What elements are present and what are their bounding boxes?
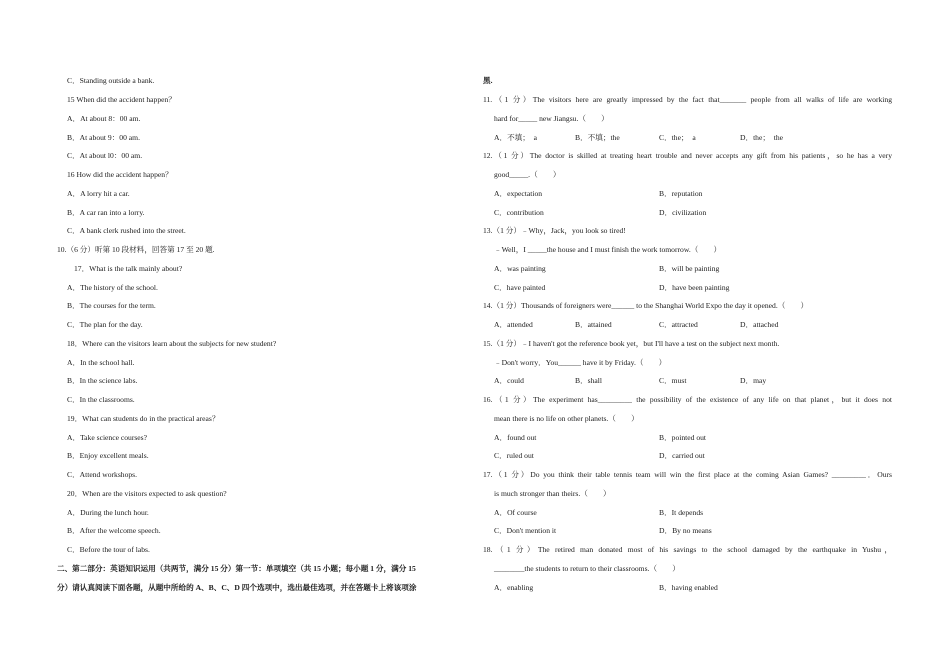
option-b: B．will be painting xyxy=(659,264,720,273)
option-a: A．Of course xyxy=(494,508,537,517)
question-stem: 17.（1 分）Do you think their table tennis team will win the first place at the coming Asian Games? _________．Ours xyxy=(483,470,892,479)
option-c: C．have painted xyxy=(494,283,546,292)
option-b: B．不填；the xyxy=(575,133,620,142)
option-line: A．In the school hall. xyxy=(67,358,135,367)
carry-over-text: 黑. xyxy=(483,76,493,85)
option-line: B．A car ran into a lorry. xyxy=(67,208,145,217)
option-line: A．Take science courses? xyxy=(67,433,148,442)
option-line: B．At about 9：00 am. xyxy=(67,133,140,142)
option-line: C．The plan for the day. xyxy=(67,320,143,329)
option-d: D．may xyxy=(740,376,767,385)
option-d: D．have been painting xyxy=(659,283,730,292)
question-stem: ﹣Don't worry．You______ have it by Friday.（ ） xyxy=(494,358,667,367)
option-line: C．A bank clerk rushed into the street. xyxy=(67,226,186,235)
question-stem: is much stronger than theirs.（ ） xyxy=(494,489,611,498)
question-stem: ________the students to return to their classrooms.（ ） xyxy=(494,564,680,573)
option-d: D．carried out xyxy=(659,451,705,460)
option-line: C．Standing outside a bank. xyxy=(67,76,155,85)
option-b: B．pointed out xyxy=(659,433,707,442)
part-heading: 分）请认真阅读下面各题，从题中所给的 A、B、C、D 四个选项中，选出最佳选项，并在答题卡上将该项涂 xyxy=(57,583,417,592)
question-line: 17．What is the talk mainly about? xyxy=(74,264,183,273)
option-b: B．having enabled xyxy=(659,583,718,592)
question-line: 19．What can students do in the practical areas？ xyxy=(67,414,220,423)
option-c: C．must xyxy=(659,376,687,385)
option-line: C．Before the tour of labs. xyxy=(67,545,150,554)
option-d: D．the； the xyxy=(740,133,784,142)
option-line: C．At about l0：00 am. xyxy=(67,151,143,160)
question-stem: good_____.（ ） xyxy=(494,170,561,179)
option-line: B．In the science labs. xyxy=(67,376,138,385)
part-heading: 二、第二部分：英语知识运用（共两节，满分 15 分）第一节：单项填空（共 15 小题；每小题 1 分，满分 15 xyxy=(57,564,416,573)
question-stem: hard for_____ new Jiangsu.（ ） xyxy=(494,114,609,123)
question-stem: 14.（1 分）Thousands of foreigners were______ to the Shanghai World Expo the day it opened.（ ） xyxy=(483,301,809,310)
option-line: A．At about 8：00 am. xyxy=(67,114,141,123)
question-stem: 16.（1 分）The experiment has_________ the possibility of the existence of any life on that planet，but it does not xyxy=(483,395,892,404)
option-d: D．By no means xyxy=(659,526,712,535)
option-line: C．In the classrooms. xyxy=(67,395,135,404)
option-a: A．不填； a xyxy=(494,133,538,142)
question-stem: 13.（1 分）﹣Why，Jack，you look so tired! xyxy=(483,226,626,235)
option-c: C．the； a xyxy=(659,133,696,142)
option-b: B．It depends xyxy=(659,508,704,517)
option-line: A．During the lunch hour. xyxy=(67,508,149,517)
option-c: C．contribution xyxy=(494,208,544,217)
question-stem: mean there is no life on other planets.（ ） xyxy=(494,414,639,423)
question-line: 18．Where can the visitors learn about the subjects for new student? xyxy=(67,339,277,348)
question-stem: 15.（1 分）﹣I haven't got the reference book yet，but I'll have a test on the subject next month. xyxy=(483,339,780,348)
option-line: B．The courses for the term. xyxy=(67,301,156,310)
option-d: D．attached xyxy=(740,320,779,329)
question-line: 16 How did the accident happen？ xyxy=(67,170,173,179)
option-line: A．A lorry hit a car. xyxy=(67,189,130,198)
option-line: C．Attend workshops. xyxy=(67,470,138,479)
option-d: D．civilization xyxy=(659,208,707,217)
option-c: C．Don't mention it xyxy=(494,526,557,535)
option-b: B．attained xyxy=(575,320,612,329)
question-line: 20．When are the visitors expected to ask question? xyxy=(67,489,227,498)
option-line: B．Enjoy excellent meals. xyxy=(67,451,149,460)
question-stem: 12.（1 分）The doctor is skilled at treating heart trouble and never accepts any gift from his patients，so he has a very xyxy=(483,151,892,160)
section-instruction: 10.（6 分）听第 10 段材料，回答第 17 至 20 题. xyxy=(57,245,215,254)
option-c: C．attracted xyxy=(659,320,698,329)
option-b: B．reputation xyxy=(659,189,703,198)
question-stem: 18.（1 分）The retired man donated most of his savings to the school damaged by the earthquake in Yushu， xyxy=(483,545,892,554)
option-a: A．was painting xyxy=(494,264,546,273)
option-a: A．enabling xyxy=(494,583,534,592)
option-a: A．could xyxy=(494,376,524,385)
option-line: A．The history of the school. xyxy=(67,283,158,292)
option-a: A．found out xyxy=(494,433,537,442)
question-stem: 11.（1 分）The visitors here are greatly impressed by the fact that_______ people from all walks of life are working xyxy=(483,95,892,104)
question-line: 15 When did the accident happen？ xyxy=(67,95,176,104)
question-stem: ﹣Well，I _____the house and I must finish the work tomorrow.（ ） xyxy=(494,245,722,254)
option-a: A．attended xyxy=(494,320,533,329)
option-b: B．shall xyxy=(575,376,603,385)
option-a: A．expectation xyxy=(494,189,543,198)
option-c: C．ruled out xyxy=(494,451,534,460)
option-line: B．After the welcome speech. xyxy=(67,526,161,535)
